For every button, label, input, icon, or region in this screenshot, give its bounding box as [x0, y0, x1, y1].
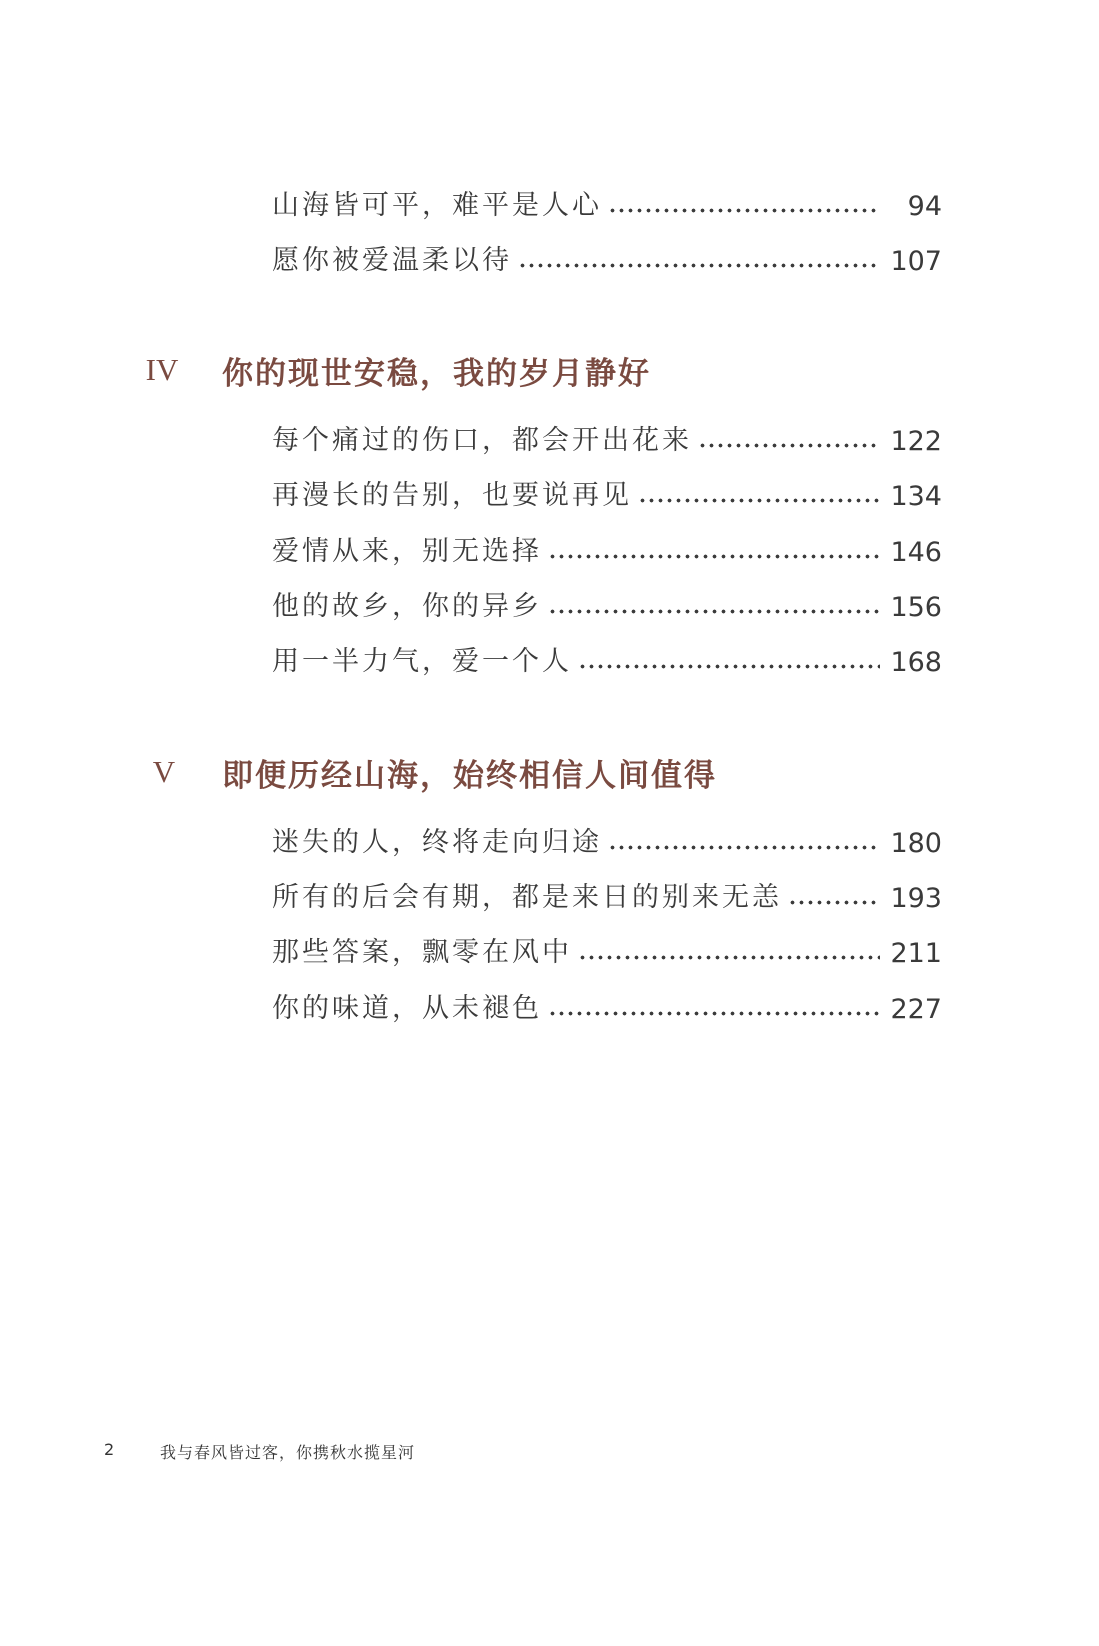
- toc-entry-title: 愿你被爱温柔以待: [272, 245, 512, 276]
- dot-leader: [548, 609, 880, 614]
- dot-leader: [638, 498, 880, 503]
- section-numeral: IV: [145, 352, 179, 387]
- toc-entry-page: 193: [890, 883, 942, 914]
- toc-entry: [272, 237, 942, 277]
- dot-leader: [608, 208, 880, 213]
- toc-entry-title: 爱情从来，别无选择: [272, 536, 542, 567]
- dot-leader: [548, 554, 880, 559]
- section-title: 你的现世安稳，我的岁月静好: [222, 355, 651, 392]
- toc-entry-page: 180: [890, 828, 942, 859]
- toc-entry-page: 122: [890, 426, 942, 457]
- toc-entry-title: 所有的后会有期，都是来日的别来无恙: [272, 882, 782, 913]
- footer-book-title: 我与春风皆过客，你携秋水揽星河: [160, 1443, 416, 1462]
- section-title: 即便历经山海，始终相信人间值得: [222, 757, 717, 794]
- toc-entry: [272, 583, 942, 623]
- toc-entry: [272, 182, 942, 222]
- toc-entry: [272, 472, 942, 512]
- toc-entry: [272, 985, 942, 1025]
- toc-entry-title: 你的味道，从未褪色: [272, 993, 542, 1024]
- dot-leader: [548, 1011, 880, 1016]
- dot-leader: [578, 955, 880, 960]
- toc-entry-page: 156: [890, 592, 942, 623]
- section-numeral: V: [152, 754, 176, 789]
- toc-entry: [272, 819, 942, 859]
- toc-entry-page: 227: [890, 994, 942, 1025]
- toc-entry: [272, 638, 942, 678]
- toc-entry: [272, 417, 942, 457]
- toc-entry-page: 94: [907, 191, 942, 222]
- toc-entry-title: 用一半力气，爱一个人: [272, 646, 572, 677]
- toc-entry: [272, 929, 942, 969]
- toc-entry-page: 107: [890, 246, 942, 277]
- toc-entry-page: 168: [890, 647, 942, 678]
- toc-entry-title: 迷失的人，终将走向归途: [272, 827, 602, 858]
- dot-leader: [578, 664, 880, 669]
- toc-entry-title: 山海皆可平，难平是人心: [272, 190, 602, 221]
- toc-entry-title: 那些答案，飘零在风中: [272, 937, 572, 968]
- dot-leader: [608, 845, 880, 850]
- toc-entry: [272, 874, 942, 914]
- toc-entry-page: 211: [890, 938, 942, 969]
- toc-entry-title: 他的故乡，你的异乡: [272, 591, 542, 622]
- toc-entry-title: 再漫长的告别，也要说再见: [272, 480, 632, 511]
- toc-entry-page: 146: [890, 537, 942, 568]
- toc-entry-page: 134: [890, 481, 942, 512]
- dot-leader: [788, 900, 880, 905]
- footer-page-number: 2: [104, 1440, 115, 1459]
- page-footer: [0, 1436, 1099, 1466]
- toc-entry-title: 每个痛过的伤口，都会开出花来: [272, 425, 692, 456]
- dot-leader: [518, 263, 880, 268]
- toc-entry: [272, 528, 942, 568]
- dot-leader: [698, 443, 880, 448]
